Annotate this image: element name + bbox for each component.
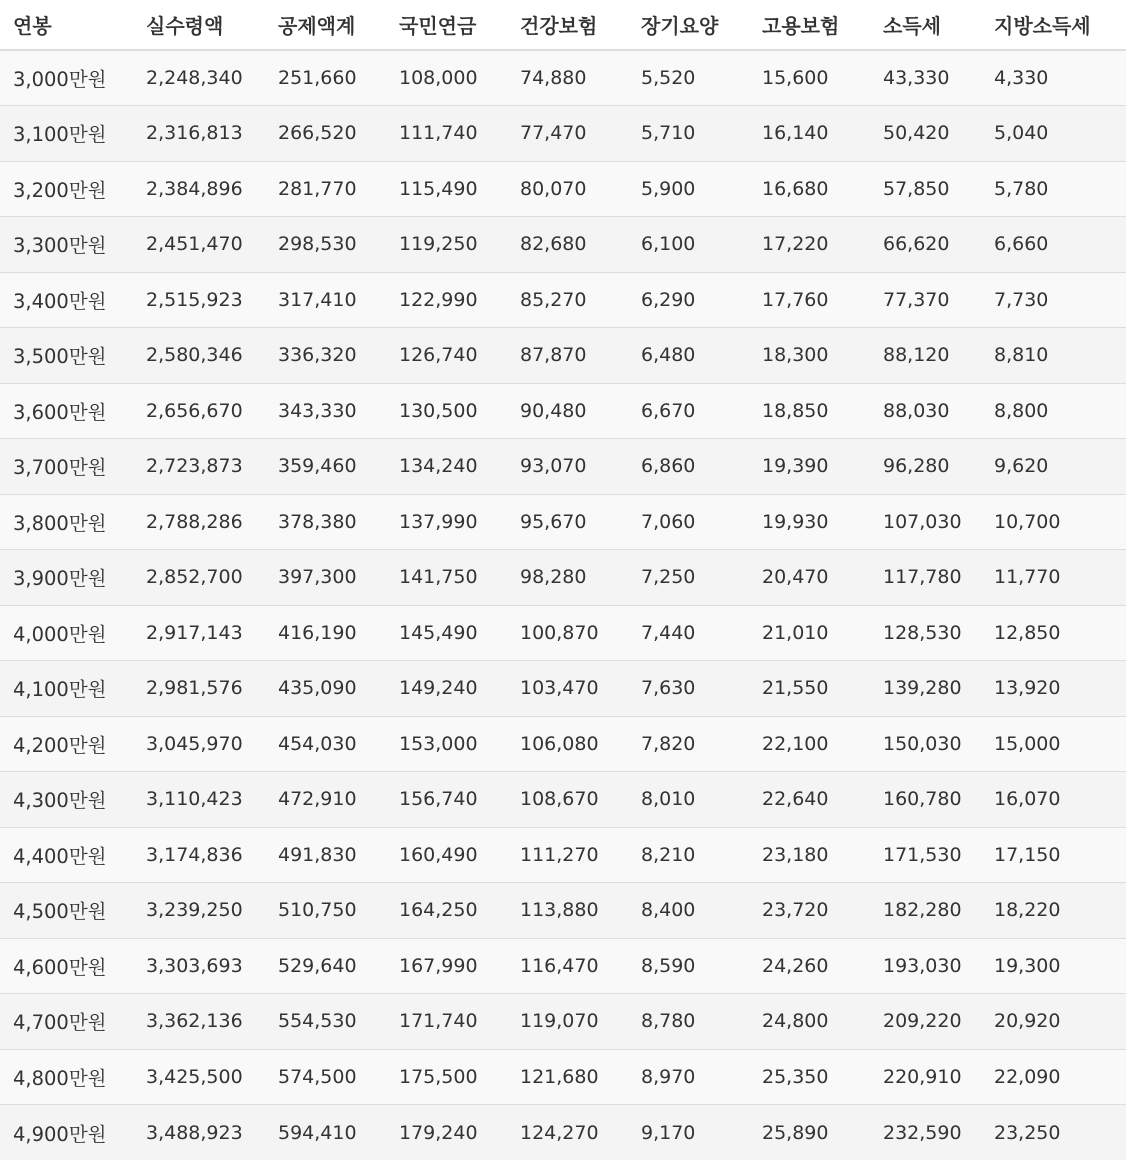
employment-insurance-cell: 25,350 [749, 1049, 870, 1105]
national-pension-cell: 130,500 [386, 383, 507, 439]
local-income-tax-cell: 17,150 [981, 827, 1126, 883]
annual-salary-cell: 4,700만원 [0, 994, 133, 1050]
employment-insurance-cell: 19,930 [749, 494, 870, 550]
employment-insurance-cell: 18,300 [749, 328, 870, 384]
table-row [0, 328, 1126, 384]
income-tax-cell: 88,030 [870, 383, 981, 439]
total-deduction-cell: 359,460 [265, 439, 386, 495]
health-insurance-cell: 74,880 [507, 50, 628, 106]
annual-salary-cell: 3,900만원 [0, 550, 133, 606]
annual-salary-cell: 4,800만원 [0, 1049, 133, 1105]
national-pension-cell: 179,240 [386, 1105, 507, 1161]
annual-salary-cell: 3,400만원 [0, 272, 133, 328]
local-income-tax-cell: 19,300 [981, 938, 1126, 994]
net-pay-cell: 2,316,813 [133, 106, 265, 162]
table-row [0, 161, 1126, 217]
local-income-tax-cell: 15,000 [981, 716, 1126, 772]
national-pension-cell: 156,740 [386, 772, 507, 828]
income-tax-cell: 66,620 [870, 217, 981, 273]
health-insurance-cell: 113,880 [507, 883, 628, 939]
employment-insurance-cell: 22,640 [749, 772, 870, 828]
table-row [0, 716, 1126, 772]
net-pay-cell: 3,239,250 [133, 883, 265, 939]
income-tax-cell: 220,910 [870, 1049, 981, 1105]
table-row [0, 605, 1126, 661]
annual-salary-cell: 4,300만원 [0, 772, 133, 828]
local-income-tax-cell: 22,090 [981, 1049, 1126, 1105]
national-pension-cell: 108,000 [386, 50, 507, 106]
local-income-tax-cell: 5,780 [981, 161, 1126, 217]
long-term-care-cell: 8,780 [628, 994, 749, 1050]
table-row [0, 1049, 1126, 1105]
national-pension-cell: 149,240 [386, 661, 507, 717]
income-tax-cell: 209,220 [870, 994, 981, 1050]
net-pay-cell: 3,303,693 [133, 938, 265, 994]
income-tax-cell: 57,850 [870, 161, 981, 217]
income-tax-cell: 182,280 [870, 883, 981, 939]
health-insurance-cell: 108,670 [507, 772, 628, 828]
total-deduction-cell: 298,530 [265, 217, 386, 273]
income-tax-cell: 77,370 [870, 272, 981, 328]
national-pension-cell: 160,490 [386, 827, 507, 883]
national-pension-cell: 134,240 [386, 439, 507, 495]
national-pension-cell: 153,000 [386, 716, 507, 772]
health-insurance-cell: 106,080 [507, 716, 628, 772]
employment-insurance-cell: 21,010 [749, 605, 870, 661]
long-term-care-cell: 8,400 [628, 883, 749, 939]
total-deduction-cell: 435,090 [265, 661, 386, 717]
total-deduction-cell: 378,380 [265, 494, 386, 550]
header-income-tax: 소득세 [870, 0, 981, 50]
header-net-pay: 실수령액 [133, 0, 265, 50]
income-tax-cell: 171,530 [870, 827, 981, 883]
total-deduction-cell: 554,530 [265, 994, 386, 1050]
health-insurance-cell: 90,480 [507, 383, 628, 439]
net-pay-cell: 2,981,576 [133, 661, 265, 717]
health-insurance-cell: 98,280 [507, 550, 628, 606]
health-insurance-cell: 80,070 [507, 161, 628, 217]
employment-insurance-cell: 17,220 [749, 217, 870, 273]
net-pay-cell: 2,656,670 [133, 383, 265, 439]
long-term-care-cell: 8,590 [628, 938, 749, 994]
health-insurance-cell: 87,870 [507, 328, 628, 384]
health-insurance-cell: 93,070 [507, 439, 628, 495]
income-tax-cell: 193,030 [870, 938, 981, 994]
annual-salary-cell: 4,000만원 [0, 605, 133, 661]
long-term-care-cell: 7,250 [628, 550, 749, 606]
health-insurance-cell: 82,680 [507, 217, 628, 273]
table-row [0, 883, 1126, 939]
total-deduction-cell: 251,660 [265, 50, 386, 106]
health-insurance-cell: 116,470 [507, 938, 628, 994]
total-deduction-cell: 317,410 [265, 272, 386, 328]
table-row [0, 383, 1126, 439]
table-body [0, 50, 1126, 1160]
net-pay-cell: 2,917,143 [133, 605, 265, 661]
national-pension-cell: 175,500 [386, 1049, 507, 1105]
net-pay-cell: 2,852,700 [133, 550, 265, 606]
income-tax-cell: 150,030 [870, 716, 981, 772]
employment-insurance-cell: 16,680 [749, 161, 870, 217]
header-national-pension: 국민연금 [386, 0, 507, 50]
health-insurance-cell: 95,670 [507, 494, 628, 550]
local-income-tax-cell: 18,220 [981, 883, 1126, 939]
local-income-tax-cell: 7,730 [981, 272, 1126, 328]
local-income-tax-cell: 23,250 [981, 1105, 1126, 1161]
employment-insurance-cell: 22,100 [749, 716, 870, 772]
health-insurance-cell: 85,270 [507, 272, 628, 328]
net-pay-cell: 3,362,136 [133, 994, 265, 1050]
long-term-care-cell: 7,440 [628, 605, 749, 661]
local-income-tax-cell: 6,660 [981, 217, 1126, 273]
net-pay-cell: 2,788,286 [133, 494, 265, 550]
annual-salary-cell: 3,500만원 [0, 328, 133, 384]
net-pay-cell: 2,723,873 [133, 439, 265, 495]
national-pension-cell: 137,990 [386, 494, 507, 550]
table-row [0, 550, 1126, 606]
health-insurance-cell: 119,070 [507, 994, 628, 1050]
health-insurance-cell: 121,680 [507, 1049, 628, 1105]
employment-insurance-cell: 24,260 [749, 938, 870, 994]
national-pension-cell: 145,490 [386, 605, 507, 661]
table-row [0, 217, 1126, 273]
employment-insurance-cell: 23,720 [749, 883, 870, 939]
employment-insurance-cell: 25,890 [749, 1105, 870, 1161]
annual-salary-cell: 3,100만원 [0, 106, 133, 162]
net-pay-cell: 2,384,896 [133, 161, 265, 217]
total-deduction-cell: 510,750 [265, 883, 386, 939]
health-insurance-cell: 103,470 [507, 661, 628, 717]
total-deduction-cell: 472,910 [265, 772, 386, 828]
total-deduction-cell: 454,030 [265, 716, 386, 772]
table-row [0, 494, 1126, 550]
net-pay-cell: 2,580,346 [133, 328, 265, 384]
table-row [0, 938, 1126, 994]
long-term-care-cell: 6,670 [628, 383, 749, 439]
income-tax-cell: 128,530 [870, 605, 981, 661]
total-deduction-cell: 336,320 [265, 328, 386, 384]
header-employment-insurance: 고용보험 [749, 0, 870, 50]
local-income-tax-cell: 12,850 [981, 605, 1126, 661]
local-income-tax-cell: 8,800 [981, 383, 1126, 439]
total-deduction-cell: 574,500 [265, 1049, 386, 1105]
employment-insurance-cell: 18,850 [749, 383, 870, 439]
long-term-care-cell: 7,630 [628, 661, 749, 717]
employment-insurance-cell: 16,140 [749, 106, 870, 162]
national-pension-cell: 141,750 [386, 550, 507, 606]
local-income-tax-cell: 16,070 [981, 772, 1126, 828]
health-insurance-cell: 77,470 [507, 106, 628, 162]
annual-salary-cell: 4,900만원 [0, 1105, 133, 1161]
local-income-tax-cell: 5,040 [981, 106, 1126, 162]
national-pension-cell: 115,490 [386, 161, 507, 217]
table-row [0, 994, 1126, 1050]
total-deduction-cell: 416,190 [265, 605, 386, 661]
annual-salary-cell: 4,600만원 [0, 938, 133, 994]
net-pay-cell: 2,248,340 [133, 50, 265, 106]
income-tax-cell: 43,330 [870, 50, 981, 106]
total-deduction-cell: 397,300 [265, 550, 386, 606]
total-deduction-cell: 281,770 [265, 161, 386, 217]
table-row [0, 439, 1126, 495]
income-tax-cell: 160,780 [870, 772, 981, 828]
table-row [0, 661, 1126, 717]
annual-salary-cell: 3,600만원 [0, 383, 133, 439]
net-pay-cell: 3,174,836 [133, 827, 265, 883]
annual-salary-cell: 3,300만원 [0, 217, 133, 273]
income-tax-cell: 96,280 [870, 439, 981, 495]
long-term-care-cell: 7,820 [628, 716, 749, 772]
header-long-term-care: 장기요양 [628, 0, 749, 50]
table-header [0, 0, 1126, 50]
annual-salary-cell: 4,200만원 [0, 716, 133, 772]
header-local-income-tax: 지방소득세 [981, 0, 1126, 50]
total-deduction-cell: 594,410 [265, 1105, 386, 1161]
net-pay-cell: 3,110,423 [133, 772, 265, 828]
national-pension-cell: 119,250 [386, 217, 507, 273]
employment-insurance-cell: 21,550 [749, 661, 870, 717]
health-insurance-cell: 111,270 [507, 827, 628, 883]
total-deduction-cell: 266,520 [265, 106, 386, 162]
net-pay-cell: 3,045,970 [133, 716, 265, 772]
national-pension-cell: 164,250 [386, 883, 507, 939]
annual-salary-cell: 3,200만원 [0, 161, 133, 217]
employment-insurance-cell: 17,760 [749, 272, 870, 328]
national-pension-cell: 126,740 [386, 328, 507, 384]
local-income-tax-cell: 4,330 [981, 50, 1126, 106]
annual-salary-cell: 3,800만원 [0, 494, 133, 550]
annual-salary-cell: 4,100만원 [0, 661, 133, 717]
national-pension-cell: 171,740 [386, 994, 507, 1050]
income-tax-cell: 50,420 [870, 106, 981, 162]
local-income-tax-cell: 9,620 [981, 439, 1126, 495]
header-total-deduction: 공제액계 [265, 0, 386, 50]
net-pay-cell: 3,488,923 [133, 1105, 265, 1161]
long-term-care-cell: 9,170 [628, 1105, 749, 1161]
income-tax-cell: 139,280 [870, 661, 981, 717]
income-tax-cell: 117,780 [870, 550, 981, 606]
long-term-care-cell: 5,520 [628, 50, 749, 106]
long-term-care-cell: 5,710 [628, 106, 749, 162]
total-deduction-cell: 491,830 [265, 827, 386, 883]
table-row [0, 106, 1126, 162]
table-row [0, 272, 1126, 328]
health-insurance-cell: 100,870 [507, 605, 628, 661]
national-pension-cell: 122,990 [386, 272, 507, 328]
employment-insurance-cell: 15,600 [749, 50, 870, 106]
income-tax-cell: 232,590 [870, 1105, 981, 1161]
table-row [0, 50, 1126, 106]
net-pay-cell: 3,425,500 [133, 1049, 265, 1105]
employment-insurance-cell: 19,390 [749, 439, 870, 495]
long-term-care-cell: 6,100 [628, 217, 749, 273]
long-term-care-cell: 8,010 [628, 772, 749, 828]
annual-salary-cell: 3,000만원 [0, 50, 133, 106]
long-term-care-cell: 5,900 [628, 161, 749, 217]
local-income-tax-cell: 11,770 [981, 550, 1126, 606]
long-term-care-cell: 6,290 [628, 272, 749, 328]
local-income-tax-cell: 20,920 [981, 994, 1126, 1050]
national-pension-cell: 167,990 [386, 938, 507, 994]
health-insurance-cell: 124,270 [507, 1105, 628, 1161]
table-row [0, 1105, 1126, 1161]
header-health-insurance: 건강보험 [507, 0, 628, 50]
annual-salary-cell: 4,500만원 [0, 883, 133, 939]
long-term-care-cell: 8,210 [628, 827, 749, 883]
national-pension-cell: 111,740 [386, 106, 507, 162]
table-row [0, 827, 1126, 883]
employment-insurance-cell: 20,470 [749, 550, 870, 606]
long-term-care-cell: 6,860 [628, 439, 749, 495]
total-deduction-cell: 529,640 [265, 938, 386, 994]
local-income-tax-cell: 8,810 [981, 328, 1126, 384]
long-term-care-cell: 7,060 [628, 494, 749, 550]
total-deduction-cell: 343,330 [265, 383, 386, 439]
net-pay-cell: 2,451,470 [133, 217, 265, 273]
annual-salary-cell: 4,400만원 [0, 827, 133, 883]
net-pay-cell: 2,515,923 [133, 272, 265, 328]
annual-salary-cell: 3,700만원 [0, 439, 133, 495]
employment-insurance-cell: 24,800 [749, 994, 870, 1050]
table-row [0, 772, 1126, 828]
header-row [0, 0, 1126, 50]
long-term-care-cell: 6,480 [628, 328, 749, 384]
local-income-tax-cell: 13,920 [981, 661, 1126, 717]
employment-insurance-cell: 23,180 [749, 827, 870, 883]
long-term-care-cell: 8,970 [628, 1049, 749, 1105]
local-income-tax-cell: 10,700 [981, 494, 1126, 550]
income-tax-cell: 88,120 [870, 328, 981, 384]
header-annual-salary: 연봉 [0, 0, 133, 50]
income-tax-cell: 107,030 [870, 494, 981, 550]
